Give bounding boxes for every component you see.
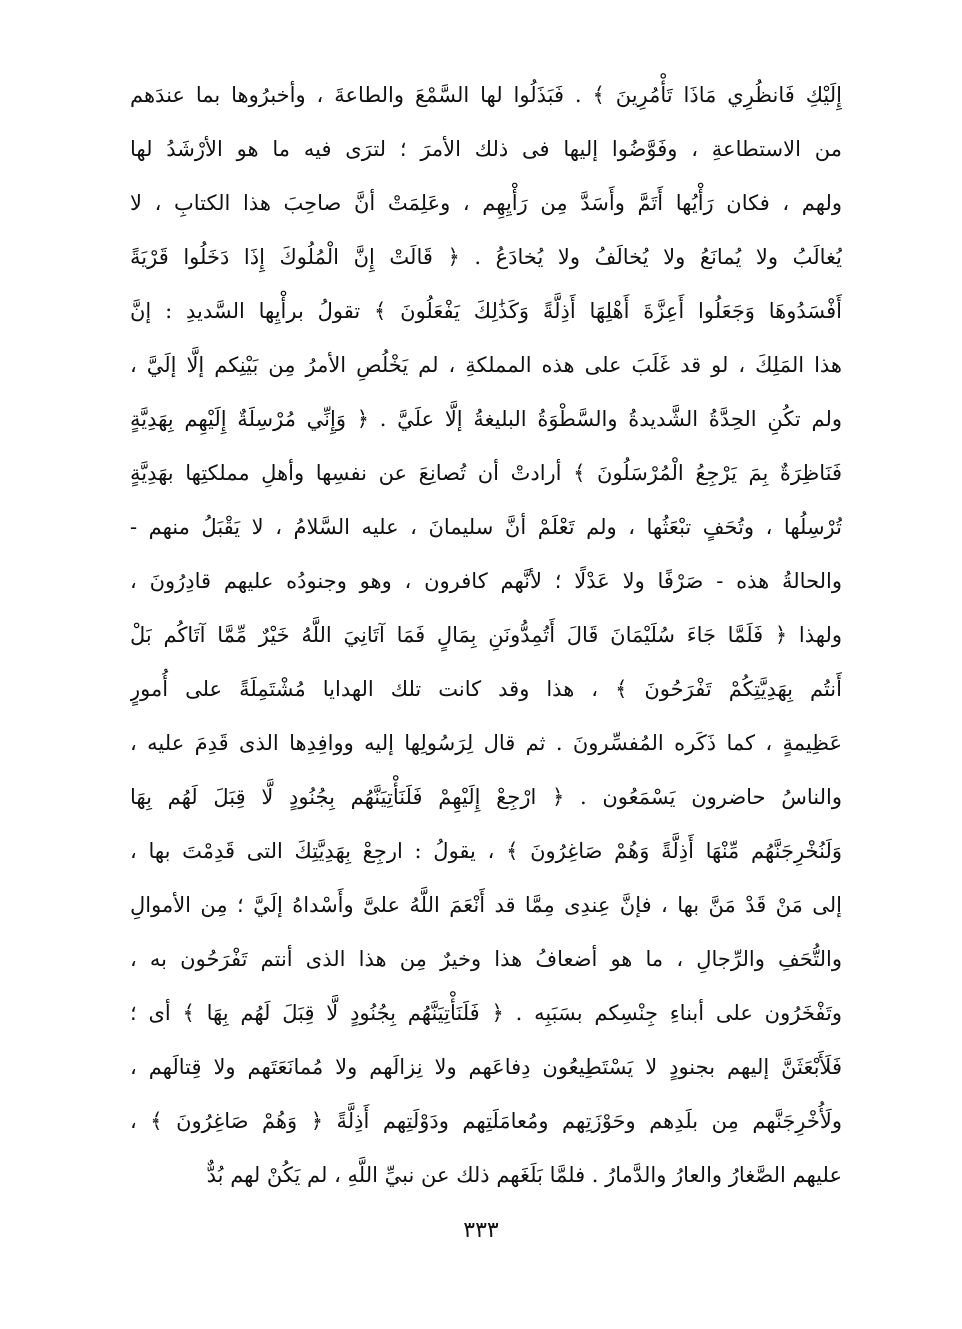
text-line: من الاستطاعةِ ، وفَوَّضُوا إليها فى ذلك الأمرَ ؛ لترَى فيه ما هو الأرْشَدُ لها (130, 137, 842, 161)
text-line: فَنَاظِرَةٌ بِمَ يَرْجِعُ الْمُرْسَلُونَ ﴾ أرادتْ أن تُصانِعَ عن نفسِها وأهلِ مملكتِها بهَدِيَّةٍ (130, 461, 842, 485)
body-text (130, 68, 842, 1202)
text-line: ولهذا ﴿ فَلَمَّا جَاءَ سُلَيْمَانَ قَالَ أَتُمِدُّونَنِ بِمَالٍ فَمَا آتَانِيَ اللَّهُ خَيْرٌ مِّمَّا آتَاكُم بَلْ (130, 623, 842, 647)
text-line: وتَفْخَرُون على أبناءِ جِنْسِكم بسَبَبِه . ﴿ فَلَنَأْتِيَنَّهُم بِجُنُودٍ لَّا قِبَلَ لَهُم بِهَا ﴾ أى ؛ (130, 1001, 842, 1025)
text-line: أَنتُم بِهَدِيَّتِكُمْ تَفْرَحُونَ ﴾ ، هذا وقد كانت تلك الهدايا مُشْتَمِلَةً على أُمورٍ (130, 677, 842, 701)
text-line: إلى مَنْ قَدْ مَنَّ بها ، فإنَّ عِندِى مِمَّا قد أَنْعَمَ اللَّهُ علىَّ وأَسْداهُ إلَيَّ ؛ مِن الأموالِ (130, 893, 842, 917)
text-line: أَفْسَدُوهَا وَجَعَلُوا أَعِزَّةَ أَهْلِهَا أَذِلَّةً وَكَذَٰلِكَ يَفْعَلُونَ ﴾ تقولُ برأْيِها السَّديدِ : إنَّ (130, 299, 842, 323)
text-line: عَظِيمةٍ ، كما ذَكَره المُفسِّرونَ . ثم قال لِرَسُولِها إليه ووافِدِها الذى قَدِمَ عليه ، (130, 731, 842, 755)
page-number: ٣٣٣ (463, 1218, 499, 1243)
text-line: ولَأُخْرِجَنَّهم مِن بلَدِهم وحَوْزَتِهم ومُعامَلَتِهم ودَوْلَتِهم أَذِلَّةً ﴿ وَهُمْ صَاغِرُونَ ﴾ ، (130, 1109, 842, 1133)
text-line: والحالةُ هذه - صَرْفًا ولا عَدْلًا ؛ لأنَّهم كافرون ، وهو وجنودُه عليهم قادِرُونَ ، (130, 569, 842, 593)
text-line: فَلَأَبْعَثَنَّ إليهم بجنودٍ لا يَسْتَطِيعُون دِفاعَهم ولا نِزالَهم ولا مُمانَعَتَهم ولا قِتالَهم ، (130, 1055, 842, 1079)
text-line: تُرْسِلُها ، وتُحَفٍ تبْعَثُها ، ولم تَعْلَمْ أنَّ سليمانَ ، عليه السَّلامُ ، لا يَقْبَلُ منهم - (130, 515, 842, 539)
text-line: عليهم الصَّغارُ والعارُ والدَّمارُ . فلمَّا بَلَغَهم ذلك عن نبيِّ اللَّهِ ، لم يَكُنْ لهم بُدٌّ (206, 1163, 842, 1187)
text-line: وَلَنُخْرِجَنَّهُم مِّنْهَا أَذِلَّةً وَهُمْ صَاغِرُونَ ﴾ ، يقولُ : ارجِعْ بِهَدِيَّتِكَ التى قَدِمْتَ بها ، (130, 839, 842, 863)
text-line: هذا المَلِكَ ، لو قد غَلَبَ على هذه المملكةِ ، لم يَخْلُصِ الأمرُ مِن بَيْنِكم إلَّا إلَيَّ ، (130, 353, 842, 377)
text-line: ولهم ، فكان رَأْيُها أَتَمَّ وأَسَدَّ مِن رَأْيِهِم ، وعَلِمَتْ أنَّ صاحِبَ هذا الكتابِ ، لا (130, 191, 842, 215)
text-line: يُغالَبُ ولا يُمانَعُ ولا يُخالَفُ ولا يُخادَعُ . ﴿ قَالَتْ إِنَّ الْمُلُوكَ إِذَا دَخَلُوا قَرْيَةً (130, 245, 842, 269)
text-line: والناسُ حاضرون يَسْمَعُون . ﴿ ارْجِعْ إِلَيْهِمْ فَلَنَأْتِيَنَّهُم بِجُنُودٍ لَّا قِبَلَ لَهُم بِهَا (130, 785, 842, 809)
text-line: والتُّحَفِ والرِّجالِ ، ما هو أضعافُ هذا وخيرٌ مِن هذا الذى أنتم تَفْرَحُون به ، (130, 947, 842, 971)
text-line: ولم تكُنِ الحِدَّةُ الشَّديدةُ والسَّطْوَةُ البليغةُ إلَّا علَيَّ . ﴿ وَإِنِّي مُرْسِلَةٌ إِلَيْهِم بِهَدِيَّةٍ (130, 407, 842, 431)
text-line: إِلَيْكِ فَانظُرِي مَاذَا تَأْمُرِينَ ﴾ . فَبَذَلُوا لها السَّمْعَ والطاعةَ ، وأخبرُوها بما عندَهم (130, 83, 842, 107)
